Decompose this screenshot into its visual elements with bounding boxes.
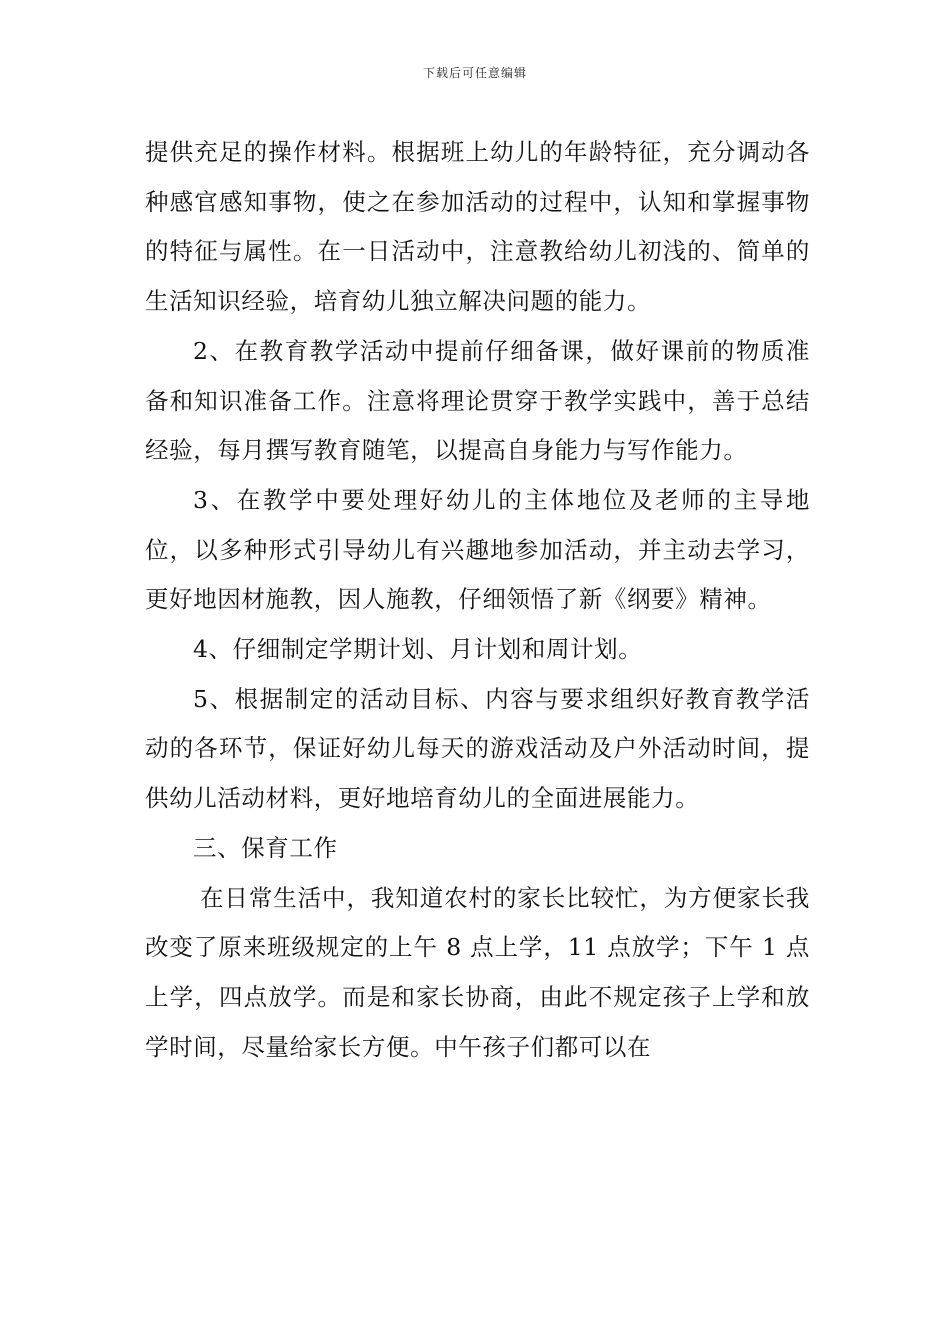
paragraph-item-3: 3、在教学中要处理好幼儿的主体地位及老师的主导地位，以多种形式引导幼儿有兴趣地参加活动，并主动去学习，更好地因材施教，因人施教，仔细领悟了新《纲要》精神。 (145, 485, 810, 614)
section-heading-care-work: 三、保育工作 (193, 833, 338, 862)
page-header-note: 下载后可任意编辑 (422, 66, 527, 80)
paragraph-item-4: 4、仔细制定学期计划、月计划和周计划。 (193, 635, 643, 664)
paragraph-item-5: 5、根据制定的活动目标、内容与要求组织好教育教学活动的各环节，保证好幼儿每天的游戏活动及户外活动时间，提供幼儿活动材料，更好地培育幼儿的全面进展能力。 (145, 684, 810, 813)
document-body (145, 128, 810, 1072)
paragraph-item-2: 2、在教育教学活动中提前仔细备课，做好课前的物质准备和知识准备工作。注意将理论贯穿于教学实践中，善于总结经验，每月撰写教育随笔，以提高自身能力与写作能力。 (145, 336, 810, 465)
paragraph-materials: 提供充足的操作材料。根据班上幼儿的年龄特征，充分调动各种感官感知事物，使之在参加活动的过程中，认知和掌握事物的特征与属性。在一日活动中，注意教给幼儿初浅的、简单的生活知识经验，培育幼儿独立解决问题的能力。 (145, 138, 810, 316)
paragraph-daily-life: 在日常生活中，我知道农村的家长比较忙，为方便家长我改变了原来班级规定的上午 8 点上学，11 点放学；下午 1 点上学，四点放学。而是和家长协商，由此不规定孩子上学和放学时间，尽量给家长方便。中午孩子们都可以在 (145, 883, 810, 1061)
